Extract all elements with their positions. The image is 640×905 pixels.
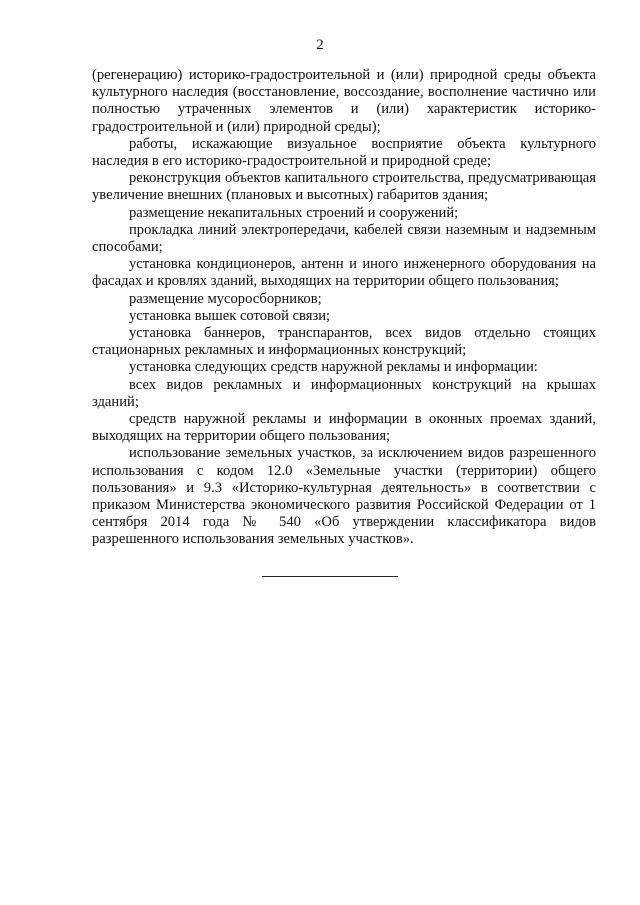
paragraph: всех видов рекламных и информационных конструкций на крышах зданий;	[92, 376, 596, 410]
paragraph: работы, искажающие визуальное восприятие объекта культурного наследия в его историко-градостроительной и природной среде;	[92, 135, 596, 170]
paragraph: прокладка линий электропередачи, кабелей связи наземным и надземным способами;	[92, 221, 596, 256]
document-body	[92, 67, 596, 549]
paragraph: (регенерацию) историко-градостроительной и (или) природной среды объекта культурного наследия (восстановление, воссоздание, восполнение частично или полностью утраченных элементов и (или) характеристик историко-градостроительной и (или) природной среды);	[92, 67, 596, 135]
paragraph: установка баннеров, транспарантов, всех видов отдельно стоящих стационарных рекламных и информационных конструкций;	[92, 325, 596, 359]
page-number: 2	[316, 37, 324, 53]
paragraph: средств наружной рекламы и информации в оконных проемах зданий, выходящих на территории общего пользования;	[92, 411, 596, 445]
paragraph: размещение мусоросборников;	[129, 290, 322, 307]
paragraph: реконструкция объектов капитального строительства, предусматривающая увеличение внешних (плановых и высотных) габаритов здания;	[92, 170, 596, 204]
paragraph: установка кондиционеров, антенн и иного инженерного оборудования на фасадах и кровлях зданий, выходящих на территории общего пользования;	[92, 256, 596, 290]
paragraph: установка вышек сотовой связи;	[129, 307, 331, 324]
paragraph: использование земельных участков, за исключением видов разрешенного использования с кодом 12.0 «Земельные участки (территории) общего пользования» и 9.3 «Историко-культурная деятельность» в соответствии с приказом Министерства экономического развития Российской Федерации от 1 сентября 2014 года № 540 «Об утверждении классификатора видов разрешенного использования земельных участков».	[92, 445, 596, 548]
closing-divider-line	[262, 576, 398, 577]
paragraph: установка следующих средств наружной рекламы и информации:	[129, 359, 538, 376]
paragraph: размещение некапитальных строений и сооружений;	[129, 204, 459, 221]
